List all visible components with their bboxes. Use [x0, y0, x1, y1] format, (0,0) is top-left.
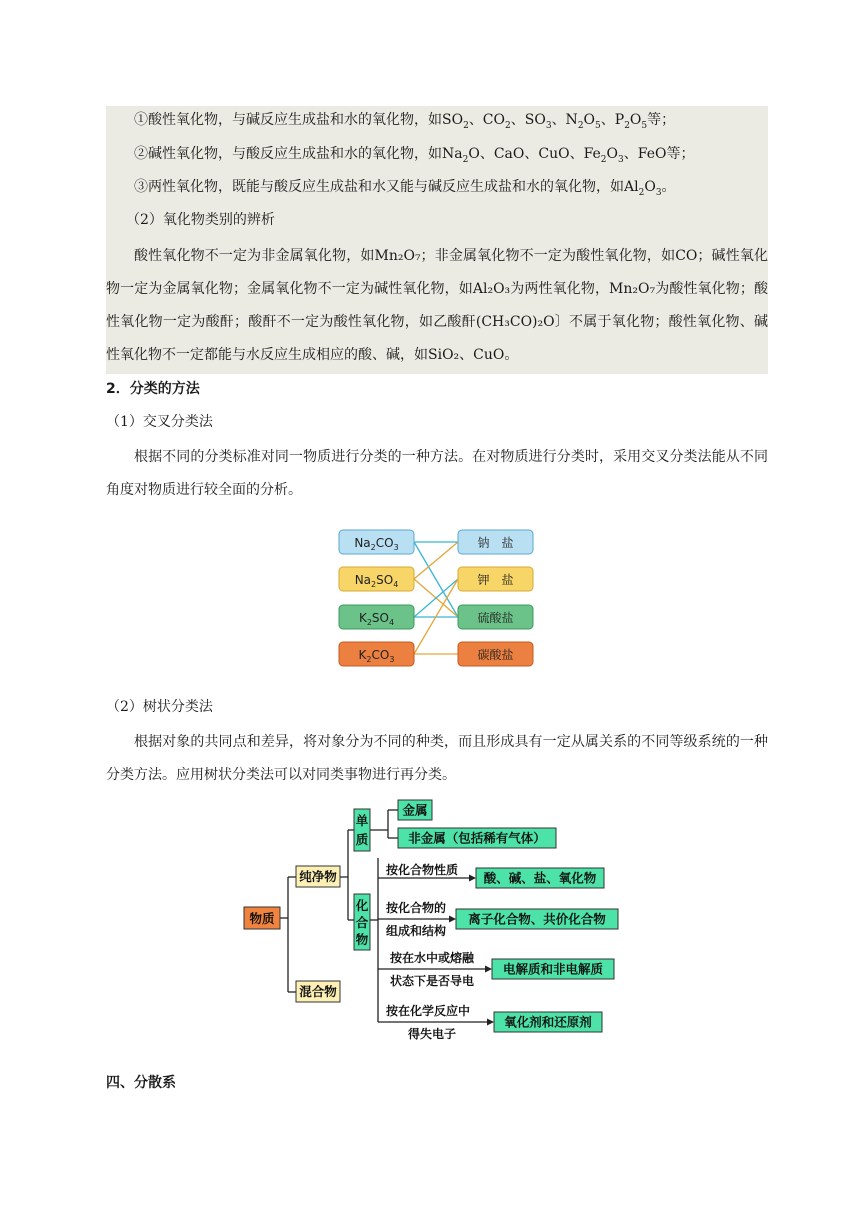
criterion-composition-line2: 组成和结构: [386, 924, 447, 938]
criterion-electrons-line2: 得失电子: [408, 1027, 457, 1041]
discrimination-title: （2）氧化物类别的辨析: [126, 212, 275, 228]
svg-text:Na2SO4: $Na_2SO_4$: [354, 573, 399, 589]
svg-text:碳酸盐: 碳酸盐: [477, 648, 514, 662]
right-node-carbonate: [458, 642, 533, 666]
svg-text:物: 物: [355, 932, 369, 947]
section-4-title: 四、分散系: [106, 1075, 176, 1091]
tree-classification-diagram: [240, 796, 620, 1046]
svg-text:离子化合物、共价化合物: 离子化合物、共价化合物: [468, 911, 606, 927]
svg-text:混合物: 混合物: [299, 984, 337, 999]
svg-text:K2SO4: $K_2SO_4$: [358, 611, 395, 627]
tree-method-title: （2）树状分类法: [106, 699, 213, 715]
svg-text:单: 单: [355, 813, 369, 828]
left-node-na2so4: [339, 567, 414, 591]
criterion-conductivity-line2: 状态下是否导电: [390, 974, 475, 988]
node-element: [354, 809, 370, 851]
node-substance: [244, 907, 280, 929]
criterion-electrons-line1: 按在化学反应中: [386, 1004, 471, 1018]
result-ionic-covalent: [456, 909, 618, 929]
right-node-sodium-salt: [458, 530, 533, 554]
node-nonmetal: [398, 828, 556, 848]
criterion-properties: 按化合物性质: [386, 863, 459, 877]
left-node-na2co3: [339, 530, 414, 554]
cross-classification-diagram: [334, 525, 540, 671]
basic-oxide-line: ②碱性氧化物，与酸反应生成盐和水的氧化物，如$Na_2O$、CaO、CuO、$Fe_2O_3$、FeO等；: [134, 146, 695, 165]
left-node-k2co3: [339, 642, 414, 666]
svg-text:酸、碱、盐、氧化物: 酸、碱、盐、氧化物: [483, 870, 597, 886]
criterion-conductivity-line1: 按在水中或熔融: [390, 951, 475, 965]
svg-text:电解质和非电解质: 电解质和非电解质: [502, 961, 604, 977]
svg-text:化: 化: [355, 898, 369, 913]
result-electrolyte: [492, 959, 614, 979]
section-2-title: 2．分类的方法: [106, 381, 200, 397]
node-metal: [398, 800, 432, 820]
svg-text:氧化剂和还原剂: 氧化剂和还原剂: [504, 1014, 592, 1030]
svg-text:物质: 物质: [249, 911, 275, 926]
svg-text:金属: 金属: [402, 802, 428, 818]
node-pure-substance: [296, 866, 340, 887]
tree-method-text: 根据对象的共同点和差异，将对象分为不同的种类，而且形成具有一定从属关系的不同等级系统的一种分类方法。应用树状分类法可以对同类事物进行再分类。: [106, 734, 768, 783]
right-node-sulfate: [458, 605, 533, 629]
svg-text:质: 质: [355, 832, 369, 847]
svg-text:钠 盐: 钠 盐: [477, 536, 514, 550]
svg-text:非金属（包括稀有气体）: 非金属（包括稀有气体）: [408, 830, 546, 846]
node-compound: [354, 894, 370, 950]
cross-method-title: （1）交叉分类法: [106, 414, 213, 430]
svg-text:合: 合: [355, 915, 369, 930]
svg-text:Na2CO3: $Na_2CO_3$: [354, 536, 399, 552]
acidic-oxide-line: ①酸性氧化物，与碱反应生成盐和水的氧化物，如$SO_2$、$CO_2$、$SO_3$、$N_2O_5$、$P_2O_5$等；: [134, 112, 676, 131]
result-oxidant-reductant: [494, 1012, 602, 1032]
result-acid-base-salt-oxide: [476, 868, 604, 888]
right-node-potassium-salt: [458, 567, 533, 591]
left-node-k2so4: [339, 605, 414, 629]
svg-text:纯净物: 纯净物: [299, 869, 337, 884]
cross-method-text: 根据不同的分类标准对同一物质进行分类的一种方法。在对物质进行分类时，采用交叉分类法能从不同角度对物质进行较全面的分析。: [106, 449, 768, 498]
criterion-composition-line1: 按化合物的: [386, 901, 447, 915]
node-mixture: [296, 981, 340, 1002]
amphoteric-oxide-line: ③两性氧化物，既能与酸反应生成盐和水又能与碱反应生成盐和水的氧化物，如$Al_2O_3$。: [134, 179, 676, 198]
discrimination-text: 酸性氧化物不一定为非金属氧化物，如Mn₂O₇；非金属氧化物不一定为酸性氧化物，如CO；碱性氧化物一定为金属氧化物；金属氧化物不一定为碱性氧化物，如Al₂O₃为两性氧化物，Mn₂O₇为酸性氧化物；酸性氧化物一定为酸酐；酸酐不一定为酸性氧化物，如乙酸酐(CH₃CO)₂O〕不属于氧化物；酸性氧化物、碱性氧化物不一定都能与水反应生成相应的酸、碱，如SiO₂、CuO。: [106, 248, 768, 363]
svg-text:K2CO3: $K_2CO_3$: [358, 648, 395, 664]
svg-text:钾 盐: 钾 盐: [477, 573, 514, 587]
svg-text:硫酸盐: 硫酸盐: [477, 611, 514, 625]
